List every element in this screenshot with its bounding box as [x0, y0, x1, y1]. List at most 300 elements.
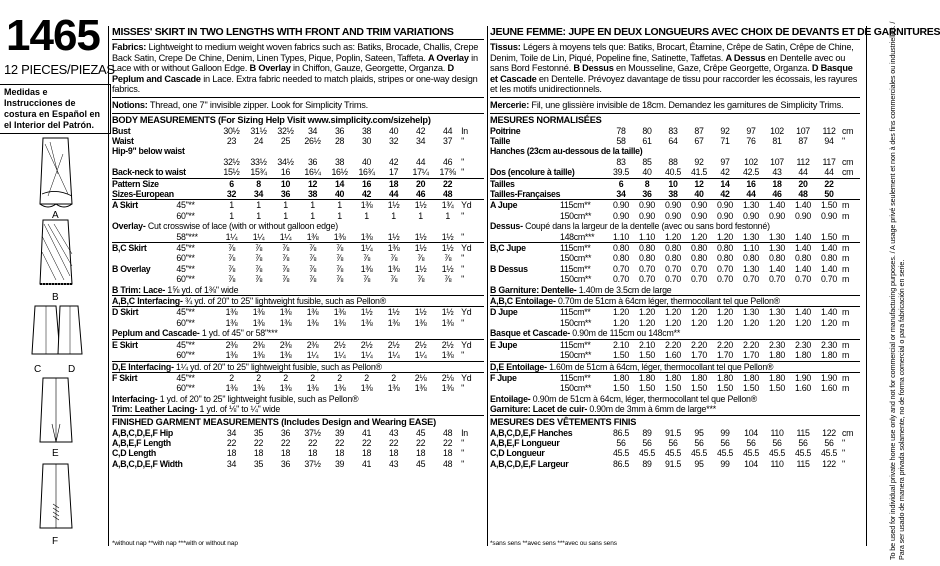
- yardage-cell: 0.90: [769, 210, 785, 221]
- yardage-cell: 1.50: [665, 383, 681, 394]
- yardage-cell: 0.90: [691, 200, 707, 211]
- table-cell: [842, 179, 860, 189]
- body-row: [490, 126, 860, 136]
- size-cell: 18: [772, 178, 782, 189]
- finished-cell: 35: [253, 427, 264, 438]
- fabric-width: 60"**: [176, 350, 195, 361]
- yardage-cell: 1⅜: [306, 317, 319, 328]
- finished-cell: 110: [770, 427, 784, 438]
- yardage-cell: 0.70: [665, 274, 681, 285]
- yardage-cell: ⅞: [282, 274, 290, 285]
- row-label: A,B,E,F Longueur: [490, 437, 560, 448]
- value-cell: 43: [772, 167, 782, 178]
- row-label: [490, 350, 560, 360]
- row-label: [112, 318, 176, 328]
- finished-cell: 37½: [304, 458, 321, 469]
- yardage-cell: 0.90: [743, 210, 759, 221]
- yardage-cell: ⅞: [309, 263, 317, 274]
- yardage-cell: 1.90: [795, 372, 811, 383]
- yardage-cell: 1⅜: [306, 383, 319, 394]
- finished-cell: 18: [334, 448, 345, 459]
- yardage-cell: 1.40: [821, 307, 837, 318]
- fabric-width: 150cm**: [560, 253, 592, 264]
- size-row: [490, 189, 860, 199]
- yardage-cell: 1⅜: [360, 317, 373, 328]
- unit-cell: m: [842, 200, 850, 211]
- value-cell: 26½: [304, 135, 321, 146]
- unit-cell: ": [842, 458, 845, 469]
- value-cell: 78: [616, 125, 626, 136]
- value-cell: 17¼: [412, 167, 429, 178]
- finished-cell: 48: [443, 458, 453, 469]
- yardage-cell: 2.20: [743, 339, 759, 350]
- yardage-cell: 0.90: [639, 200, 655, 211]
- french-fabrics: Tissus: Légers à moyens tels que: Batiks, Brocart, Étamine, Crêpe de Satin, Crêpe de Chine, Denim, Toile de Lin, Piqué, Popeline fine, Satinette, Taffetas. A Dessus en Dentelle avec ou sans Bord Festonné. B Dessus en Mousseline, Gaze, Crêpe Georgette, Organza. D Basque et Cascade en Dentelle. Prévoyez davantage de tissu pour raccorder les écossais, les rayures et les motifs unidirectionnels.: [490, 42, 858, 95]
- row-label: F Skirt: [112, 372, 138, 383]
- finished-cell: 22: [388, 437, 399, 448]
- yardage-cell: 1.20: [717, 317, 733, 328]
- row-label: F Jupe: [490, 372, 517, 383]
- size-cell: 8: [644, 178, 650, 189]
- finished-cell: 56: [616, 437, 626, 448]
- finished-cell: 41: [361, 458, 372, 469]
- finished-cell: 45.5: [743, 448, 759, 459]
- value-cell: 42: [720, 167, 730, 178]
- french-finished-heading: MESURES DES VÊTEMENTS FINIS: [490, 415, 860, 428]
- finished-cell: 91.5: [665, 458, 681, 469]
- yardage-cell: 1: [364, 210, 369, 221]
- unit-cell: m: [842, 350, 850, 361]
- row-label: Sizes-European: [112, 189, 174, 199]
- value-cell: 34½: [277, 156, 294, 167]
- yardage-cell: 1⅜: [387, 243, 400, 254]
- measurement-table: [490, 200, 860, 221]
- yardage-cell: 1½: [414, 243, 427, 254]
- yardage-cell: 1.50: [743, 383, 759, 394]
- size-cell: 40: [694, 189, 704, 199]
- finished-cell: 22: [307, 437, 318, 448]
- yardage-cell: 1.30: [769, 231, 785, 242]
- yardage-cell: 2.30: [821, 339, 837, 350]
- finished-cell: 56: [668, 437, 678, 448]
- body-row-label: [490, 146, 860, 156]
- yardage-cell: 1⅜: [387, 383, 400, 394]
- yardage-cell: 2: [364, 372, 369, 383]
- yardage-note: D,E Entoilage- 1.60m de 51cm à 64cm, léger, thermocollant tel que Pellon®: [490, 361, 774, 372]
- value-cell: 38: [361, 125, 372, 136]
- yardage-cell: 2⅜: [252, 339, 265, 350]
- fabric-width: 150cm**: [560, 383, 592, 394]
- spanish-note: Medidas e Instrucciones de costura en Español en el Interior del Patrón.: [0, 84, 111, 134]
- yardage-cell: 1.10: [639, 231, 655, 242]
- view-e-sketch: [40, 378, 72, 442]
- yardage-cell: 2½: [360, 339, 373, 350]
- size-cell: 12: [307, 178, 318, 189]
- view-label-f: F: [52, 536, 59, 547]
- fabric-width: 60"**: [176, 383, 195, 394]
- yardage-cell: 1⅜: [360, 383, 373, 394]
- row-label: Pattern Size: [112, 178, 159, 189]
- value-cell: 76: [746, 135, 756, 146]
- finished-cell: 86.5: [613, 458, 629, 469]
- finished-cell: 56: [642, 437, 652, 448]
- yardage-cell: 2⅜: [225, 339, 238, 350]
- yardage-cell: 1: [256, 200, 261, 211]
- yardage-cell: 2½: [414, 339, 427, 350]
- yardage-note: Overlay- Cut crosswise of lace (with or without galloon edge): [112, 221, 338, 232]
- yardage-cell: 1.40: [795, 200, 811, 211]
- yardage-cell: 1: [283, 200, 288, 211]
- size-row: [490, 179, 860, 189]
- unit-cell: In: [461, 427, 468, 438]
- finished-cell: 18: [416, 448, 426, 459]
- measurement-table: [112, 232, 484, 242]
- finished-cell: 36: [280, 458, 291, 469]
- value-cell: 87: [798, 135, 808, 146]
- fabric-width: 115cm**: [560, 263, 591, 274]
- yardage-cell: 0.80: [639, 253, 655, 264]
- body-row: [490, 167, 860, 177]
- size-cell: 20: [416, 178, 426, 189]
- yardage-cell: 2: [283, 372, 288, 383]
- yardage-cell: ⅞: [254, 243, 263, 254]
- yardage-cell: ⅞: [336, 253, 344, 264]
- row-label: Dos (encolure à taille): [490, 167, 575, 178]
- size-cell: 46: [772, 189, 782, 199]
- finished-cell: 34: [226, 427, 237, 438]
- value-cell: 83: [616, 156, 626, 167]
- row-label: Back-neck to waist: [112, 167, 186, 178]
- yardage-cell: 2.20: [691, 339, 707, 350]
- yardage-cell: 1.30: [743, 263, 759, 274]
- yardage-cell: 1.20: [691, 231, 707, 242]
- row-label: Taille: [490, 135, 511, 146]
- usage-disclaimer-text: To be used for individual private home use only and not for commercial or manufacturing purposes. / A usage privé seulement et non à des fins commerciales ou industrielles. / Para ser usado de manera privada solamente, no de forma comercial o para fabricación en serie.: [888, 21, 906, 560]
- row-label: C,D Length: [112, 448, 156, 459]
- unit-cell: ": [842, 448, 845, 459]
- yardage-cell: 1½: [414, 200, 427, 211]
- finished-cell: 56: [772, 437, 782, 448]
- value-cell: 97: [720, 156, 730, 167]
- yardage-cell: 1½: [414, 263, 427, 274]
- value-cell: 32½: [277, 125, 294, 136]
- row-label: A,B,C,D,E,F Hanches: [490, 427, 573, 438]
- yardage-cell: 0.90: [691, 210, 707, 221]
- unit-cell: ": [461, 274, 464, 285]
- yardage-note: Peplum and Cascade- 1 yd. of 45" or 58"***: [112, 328, 278, 339]
- fabric-width: 115cm**: [560, 243, 591, 254]
- yardage-cell: 1⅜: [252, 350, 265, 361]
- yardage-cell: 1: [418, 210, 423, 221]
- value-cell: 40: [361, 156, 372, 167]
- yardage-cell: 0.80: [613, 243, 629, 254]
- yardage-cell: 1⅜: [333, 317, 346, 328]
- yardage-cell: 1¼: [387, 350, 400, 361]
- yardage-cell: 1.80: [665, 372, 681, 383]
- finished-cell: 56: [798, 437, 808, 448]
- yardage-cell: 1.80: [769, 350, 785, 361]
- finished-cell: 45.5: [613, 448, 629, 459]
- yardage-cell: 0.70: [691, 274, 707, 285]
- yardage-row: [112, 232, 484, 242]
- unit-cell: ": [842, 135, 845, 146]
- measurement-table: [112, 428, 484, 470]
- yardage-row: [490, 232, 860, 242]
- yardage-cell: ⅞: [282, 243, 290, 254]
- english-finished: [112, 428, 484, 470]
- finished-cell: 45.5: [821, 448, 837, 459]
- size-cell: 14: [720, 178, 730, 189]
- yardage-row: [112, 383, 484, 393]
- yardage-row: [490, 264, 860, 274]
- yardage-cell: ⅞: [336, 274, 344, 285]
- yardage-note: Trim: Leather Lacing- 1 yd. of ⅛" to ¼" wide: [112, 404, 281, 415]
- finished-cell: 110: [770, 458, 784, 469]
- yardage-cell: 2⅜: [306, 339, 319, 350]
- unit-cell: ": [461, 350, 464, 361]
- yardage-row: [112, 200, 484, 210]
- yardage-cell: 1.50: [769, 383, 785, 394]
- view-label-c: C: [34, 364, 42, 375]
- finished-cell: 45.5: [665, 448, 681, 459]
- yardage-cell: 2½: [387, 339, 400, 350]
- finished-cell: 22: [334, 437, 345, 448]
- finished-row: [112, 448, 484, 458]
- value-cell: 32½: [223, 156, 240, 167]
- row-label: [490, 232, 560, 242]
- fabric-width: 60"**: [176, 317, 195, 328]
- finished-cell: 122: [822, 458, 836, 469]
- yardage-row: [490, 253, 860, 263]
- yardage-cell: 1¼: [306, 350, 319, 361]
- yardage-cell: 1.50: [691, 383, 707, 394]
- size-cell: 18: [388, 178, 399, 189]
- yardage-row: [112, 318, 484, 328]
- yardage-cell: 1.70: [743, 350, 759, 361]
- row-label: A,B,C,D,E,F Largeur: [490, 458, 569, 469]
- finished-cell: 18: [361, 448, 372, 459]
- yardage-row: [112, 243, 484, 253]
- finished-cell: 48: [443, 427, 453, 438]
- yardage-cell: 1.30: [769, 243, 785, 254]
- size-cell: 10: [280, 178, 291, 189]
- yardage-cell: 0.90: [639, 210, 655, 221]
- divider-left: [108, 26, 109, 546]
- finished-row: [490, 459, 860, 469]
- yardage-cell: ⅞: [282, 263, 290, 274]
- yardage-cell: 1½: [387, 307, 400, 318]
- yardage-cell: 1.20: [665, 231, 681, 242]
- yardage-cell: 0.70: [743, 274, 759, 285]
- yardage-cell: 1.50: [639, 383, 655, 394]
- body-row: [490, 136, 860, 146]
- yardage-cell: ⅞: [390, 253, 398, 264]
- fabric-width: 60"**: [176, 253, 195, 264]
- finished-cell: 22: [416, 437, 426, 448]
- yardage-cell: 1½: [414, 307, 427, 318]
- yardage-cell: 1.60: [795, 383, 811, 394]
- value-cell: 16¾: [358, 167, 375, 178]
- yardage-cell: ⅞: [227, 274, 236, 285]
- unit-cell: ": [461, 210, 464, 221]
- yardage-cell: 1½: [414, 231, 427, 242]
- yardage-cell: 1.10: [613, 231, 629, 242]
- yardage-cell: 0.90: [717, 200, 733, 211]
- yardage-note: Dessus- Coupé dans la largeur de la dentelle (avec ou sans bord festonné): [490, 221, 770, 232]
- size-cell: 38: [307, 189, 318, 199]
- yardage-cell: 1.40: [769, 200, 785, 211]
- english-fabrics: Fabrics: Lightweight to medium weight woven fabrics such as: Batiks, Brocade, Challis, Crepe Back Satin, Crepe De Chine, Denim, Linen Types, Pique, Poplin, Sateen, Taffeta. A Overlay in Lace with or without Galloon Edge. B Overlay in Chiffon, Gauze, Georgette, Organza. D Peplum and Cascade in Lace. Extra fabric needed to match plaids, stripes or one-way design fabrics.: [112, 42, 479, 95]
- unit-cell: m: [842, 307, 850, 318]
- yardage-note: Interfacing- 1 yd. of 20" to 25" lightweight fusible, such as Pellon®: [112, 393, 359, 404]
- yardage-row: [112, 373, 484, 383]
- size-row: [112, 189, 484, 199]
- usage-disclaimer: [878, 20, 908, 560]
- value-cell: 40: [388, 125, 399, 136]
- value-cell: 44: [824, 167, 834, 178]
- yardage-cell: 1¾: [441, 200, 454, 211]
- view-sketches: [28, 134, 98, 554]
- value-cell: 44: [798, 167, 808, 178]
- value-cell: 15¾: [250, 167, 267, 178]
- size-cell: 32: [226, 189, 237, 199]
- measurement-table: [112, 243, 484, 285]
- yardage-cell: ⅞: [309, 243, 317, 254]
- size-cell: 48: [798, 189, 808, 199]
- yardage-cell: 1.40: [795, 231, 811, 242]
- value-cell: 34: [416, 135, 426, 146]
- row-label: Hip-9" below waist: [112, 146, 185, 157]
- row-label: [490, 318, 560, 328]
- unit-cell: m: [842, 253, 850, 264]
- value-cell: 94: [824, 135, 834, 146]
- size-cell: 44: [746, 189, 756, 199]
- finished-cell: 43: [388, 458, 399, 469]
- size-cell: 50: [824, 189, 834, 199]
- value-cell: 92: [720, 125, 730, 136]
- yardage-cell: 1⅜: [306, 231, 319, 242]
- yardage-row: [490, 318, 860, 328]
- yardage-cell: 2: [229, 372, 234, 383]
- yardage-cell: 1.20: [743, 317, 759, 328]
- row-label: B,C Jupe: [490, 243, 526, 254]
- yardage-cell: 2⅜: [279, 339, 292, 350]
- yardage-cell: ⅞: [444, 253, 452, 264]
- row-label: [112, 350, 176, 360]
- body-row: [112, 157, 484, 167]
- row-label: E Skirt: [112, 339, 138, 350]
- measurement-table: [490, 428, 860, 470]
- yardage-cell: 1.20: [665, 307, 681, 318]
- value-cell: 58: [616, 135, 626, 146]
- finished-cell: 22: [226, 437, 237, 448]
- finished-row: [112, 438, 484, 448]
- yardage-cell: 1.40: [821, 243, 837, 254]
- size-cell: 12: [694, 178, 704, 189]
- row-label: Bust: [112, 125, 131, 136]
- yardage-cell: 0.90: [795, 210, 811, 221]
- yardage-cell: 1⅜: [333, 383, 346, 394]
- value-cell: 38: [334, 156, 345, 167]
- yardage-cell: 0.70: [769, 274, 785, 285]
- row-label: C,D Longueur: [490, 448, 545, 459]
- yardage-cell: 1.40: [769, 263, 785, 274]
- yardage-cell: 0.80: [665, 253, 681, 264]
- unit-cell: cm: [842, 125, 854, 136]
- size-cell: 22: [824, 178, 834, 189]
- size-cell: 42: [720, 189, 730, 199]
- value-cell: 15½: [223, 167, 240, 178]
- size-cell: 14: [334, 178, 345, 189]
- finished-cell: 115: [796, 458, 810, 469]
- unit-cell: m: [842, 274, 850, 285]
- body-row: [490, 157, 860, 167]
- table-cell: [461, 189, 484, 199]
- unit-cell: m: [842, 243, 850, 254]
- measurement-table: [490, 243, 860, 285]
- yardage-cell: 1⅜: [252, 307, 265, 318]
- value-cell: 42: [388, 156, 399, 167]
- yardage-cell: 1.70: [717, 350, 733, 361]
- finished-cell: 95: [694, 458, 704, 469]
- yardage-cell: 1⅜: [306, 307, 319, 318]
- finished-cell: 34: [226, 458, 237, 469]
- size-cell: 6: [618, 178, 624, 189]
- fabric-width: 45"**: [176, 339, 195, 350]
- value-cell: 32: [388, 135, 399, 146]
- yardage-cell: 1: [229, 210, 234, 221]
- yardage-cell: 1.20: [665, 317, 681, 328]
- value-cell: 42: [416, 125, 426, 136]
- unit-cell: ": [461, 156, 464, 167]
- yardage-cell: 1.20: [821, 317, 837, 328]
- yardage-row: [112, 307, 484, 317]
- yardage-cell: 0.70: [691, 263, 707, 274]
- yardage-cell: 1.70: [691, 350, 707, 361]
- yardage-cell: 1⅜: [387, 317, 400, 328]
- row-label: [490, 211, 560, 221]
- yardage-cell: 1: [310, 200, 315, 211]
- value-cell: 39.5: [613, 167, 629, 178]
- yardage-cell: 1⅜: [225, 350, 238, 361]
- fabric-width: 148cm***: [560, 231, 595, 242]
- body-row: [112, 126, 484, 136]
- row-label: [490, 157, 608, 167]
- value-cell: 24: [253, 135, 264, 146]
- row-label: [490, 253, 560, 263]
- finished-cell: 45.5: [795, 448, 811, 459]
- yardage-cell: 1: [445, 210, 450, 221]
- finished-cell: 37½: [304, 427, 321, 438]
- yardage-cell: 1⅜: [333, 231, 346, 242]
- yardage-cell: 0.80: [665, 243, 681, 254]
- fabric-width: 58"***: [176, 231, 198, 242]
- finished-row: [490, 428, 860, 438]
- finished-cell: 22: [253, 437, 264, 448]
- value-cell: 17: [388, 167, 399, 178]
- unit-cell: Yd: [461, 307, 472, 318]
- yardage-row: [112, 350, 484, 360]
- value-cell: 88: [668, 156, 678, 167]
- fabric-width: 150cm**: [560, 350, 592, 361]
- yardage-cell: 0.90: [665, 210, 681, 221]
- english-finished-heading: FINISHED GARMENT MEASUREMENTS (Includes Design and Wearing EASE): [112, 415, 484, 428]
- yardage-cell: ⅞: [227, 243, 236, 254]
- value-cell: 34: [307, 125, 318, 136]
- unit-cell: m: [842, 231, 850, 242]
- size-cell: 16: [361, 178, 372, 189]
- value-cell: 112: [822, 125, 836, 136]
